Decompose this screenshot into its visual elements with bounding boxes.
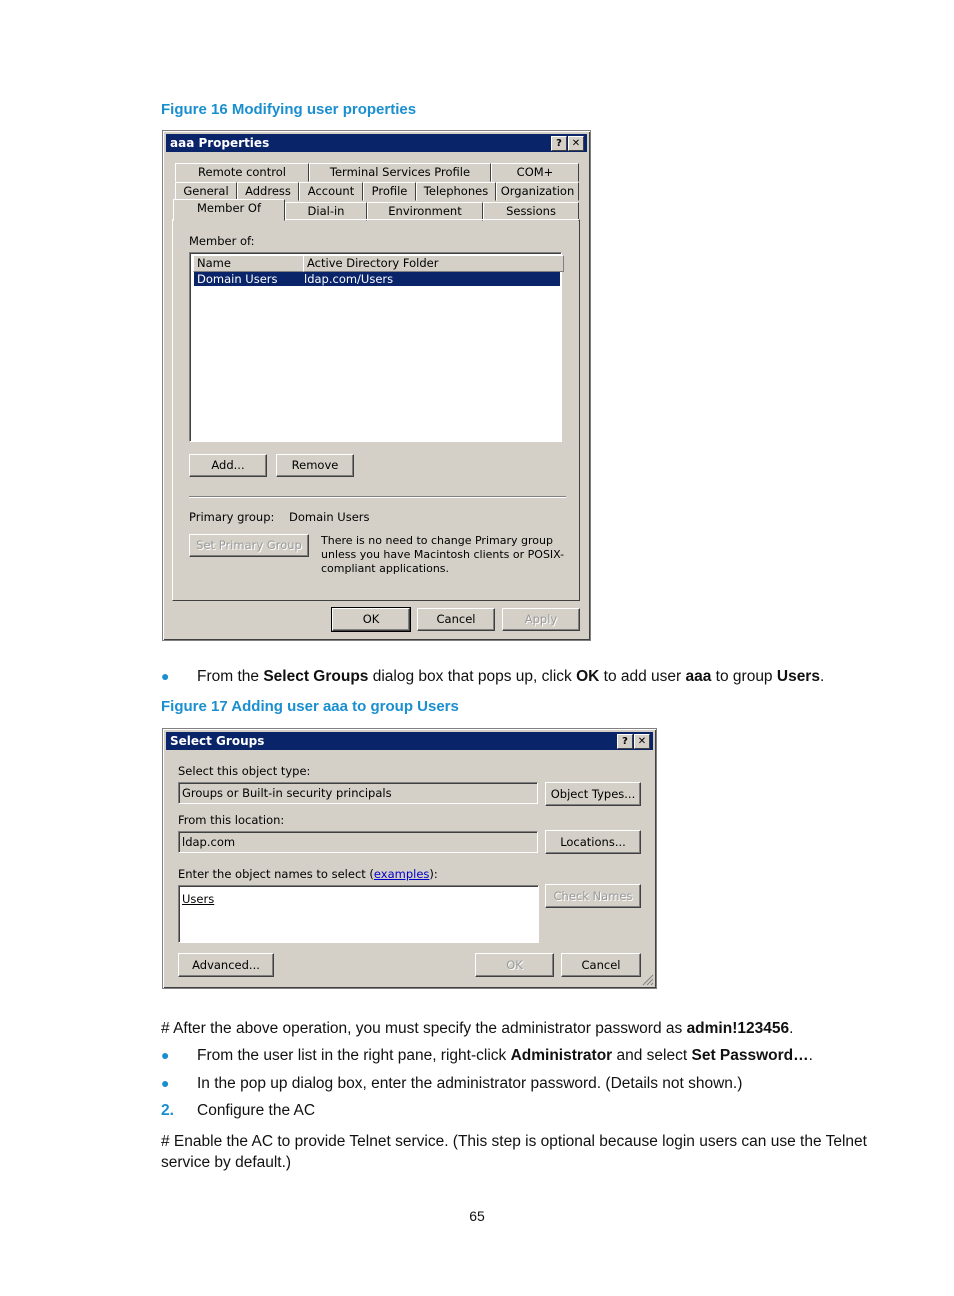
column-header-folder[interactable]: Active Directory Folder [303,255,564,272]
member-list[interactable] [189,252,562,442]
text-run: . [789,1020,794,1037]
title-bar [166,134,587,152]
cancel-button[interactable]: Cancel [561,953,641,977]
select-groups-dialog [162,728,657,989]
primary-group-note: There is no need to change Primary group unless you have Macintosh clients or POSIX-compliant applications. [321,534,565,575]
help-icon[interactable]: ? [617,734,633,749]
dialog-title: aaa Properties [170,136,270,150]
dialog-title: Select Groups [170,734,265,748]
text-run: to group [711,668,777,685]
row-folder: ldap.com/Users [304,272,394,286]
resize-grip-icon[interactable] [642,974,654,986]
locations-button[interactable]: Locations... [545,830,641,854]
primary-group-label: Primary group: [189,510,275,524]
bullet-icon: ● [161,668,170,684]
member-of-panel [172,219,580,601]
tab-dial-in[interactable]: Dial-in [285,202,367,221]
object-names-input[interactable] [178,885,539,943]
advanced-button[interactable]: Advanced... [178,953,274,977]
tab-environment[interactable]: Environment [367,202,483,221]
row-name: Domain Users [197,272,278,286]
bullet-1-text [197,666,824,687]
admin-password-paragraph [161,1018,793,1039]
object-types-button[interactable]: Object Types... [545,782,641,806]
title-bar [166,732,653,750]
text-run: . [819,668,825,685]
bullet-icon: ● [161,1047,170,1063]
telnet-paragraph: # Enable the AC to provide Telnet service. (This step is optional because login users can use the Telnet service by default.) [161,1133,867,1171]
label-text: Enter the object names to select ( [178,867,374,881]
ok-button[interactable]: OK [475,953,554,977]
step-number: 2. [161,1102,174,1119]
bold-run: OK [576,668,600,685]
help-icon[interactable]: ? [551,136,567,151]
text-run: dialog box that pops up, click [368,668,577,685]
figure-17-caption: Figure 17 Adding user aaa to group Users [161,698,459,715]
text-run: From the [197,668,264,685]
bold-run: Administrator [510,1047,613,1064]
examples-link[interactable]: examples [373,867,430,881]
cancel-button[interactable]: Cancel [417,608,495,631]
figure-16-caption: Figure 16 Modifying user properties [161,101,417,118]
text-run: and select [612,1047,692,1064]
tab-address[interactable]: Address [237,182,299,201]
bullet-2-text [197,1045,813,1066]
object-type-label: Select this object type: [178,764,311,778]
text-run: . [808,1047,813,1064]
bold-run: Select Groups [263,668,369,685]
object-type-field: Groups or Built-in security principals [178,782,538,804]
bullet-icon: ● [161,1075,170,1091]
object-names-label [178,867,438,881]
tab-com-plus[interactable]: COM+ [491,163,579,182]
primary-group-value: Domain Users [289,510,370,524]
page-number: 65 [469,1208,485,1224]
divider [189,496,566,498]
bold-run: Set Password… [691,1047,809,1064]
add-button[interactable]: Add... [189,454,267,477]
text-run: to add user [599,668,686,685]
tab-sessions[interactable]: Sessions [483,202,579,221]
apply-button[interactable]: Apply [502,608,580,631]
bold-run: aaa [685,668,712,685]
tab-profile[interactable]: Profile [363,182,416,201]
set-primary-group-button[interactable]: Set Primary Group [189,534,309,557]
tab-organization[interactable]: Organization [496,182,579,201]
step-text: Configure the AC [197,1102,316,1119]
bold-run: admin!123456 [686,1020,790,1037]
text-run: From the user list in the right pane, right-click [197,1047,511,1064]
close-icon[interactable]: ✕ [568,136,584,151]
remove-button[interactable]: Remove [276,454,354,477]
member-of-label: Member of: [189,234,255,248]
check-names-button[interactable]: Check Names [545,884,641,908]
bullet-3-text: In the pop up dialog box, enter the administrator password. (Details not shown.) [197,1075,743,1092]
column-header-name[interactable]: Name [193,255,304,272]
location-label: From this location: [178,813,285,827]
tab-telephones[interactable]: Telephones [416,182,496,201]
ok-button[interactable]: OK [332,608,410,631]
label-text: ): [429,867,438,881]
tab-terminal-services-profile[interactable]: Terminal Services Profile [309,163,491,182]
tab-account[interactable]: Account [299,182,363,201]
aaa-properties-dialog [162,130,591,641]
tab-remote-control[interactable]: Remote control [175,163,309,182]
text-run: # After the above operation, you must specify the administrator password as [161,1020,687,1037]
table-row[interactable] [194,272,560,286]
close-icon[interactable]: ✕ [634,734,650,749]
location-field: ldap.com [178,831,538,853]
bold-run: Users [776,668,820,685]
object-name-value: Users [182,892,215,906]
tab-general[interactable]: General [175,182,237,201]
tab-member-of[interactable]: Member Of [173,199,285,221]
